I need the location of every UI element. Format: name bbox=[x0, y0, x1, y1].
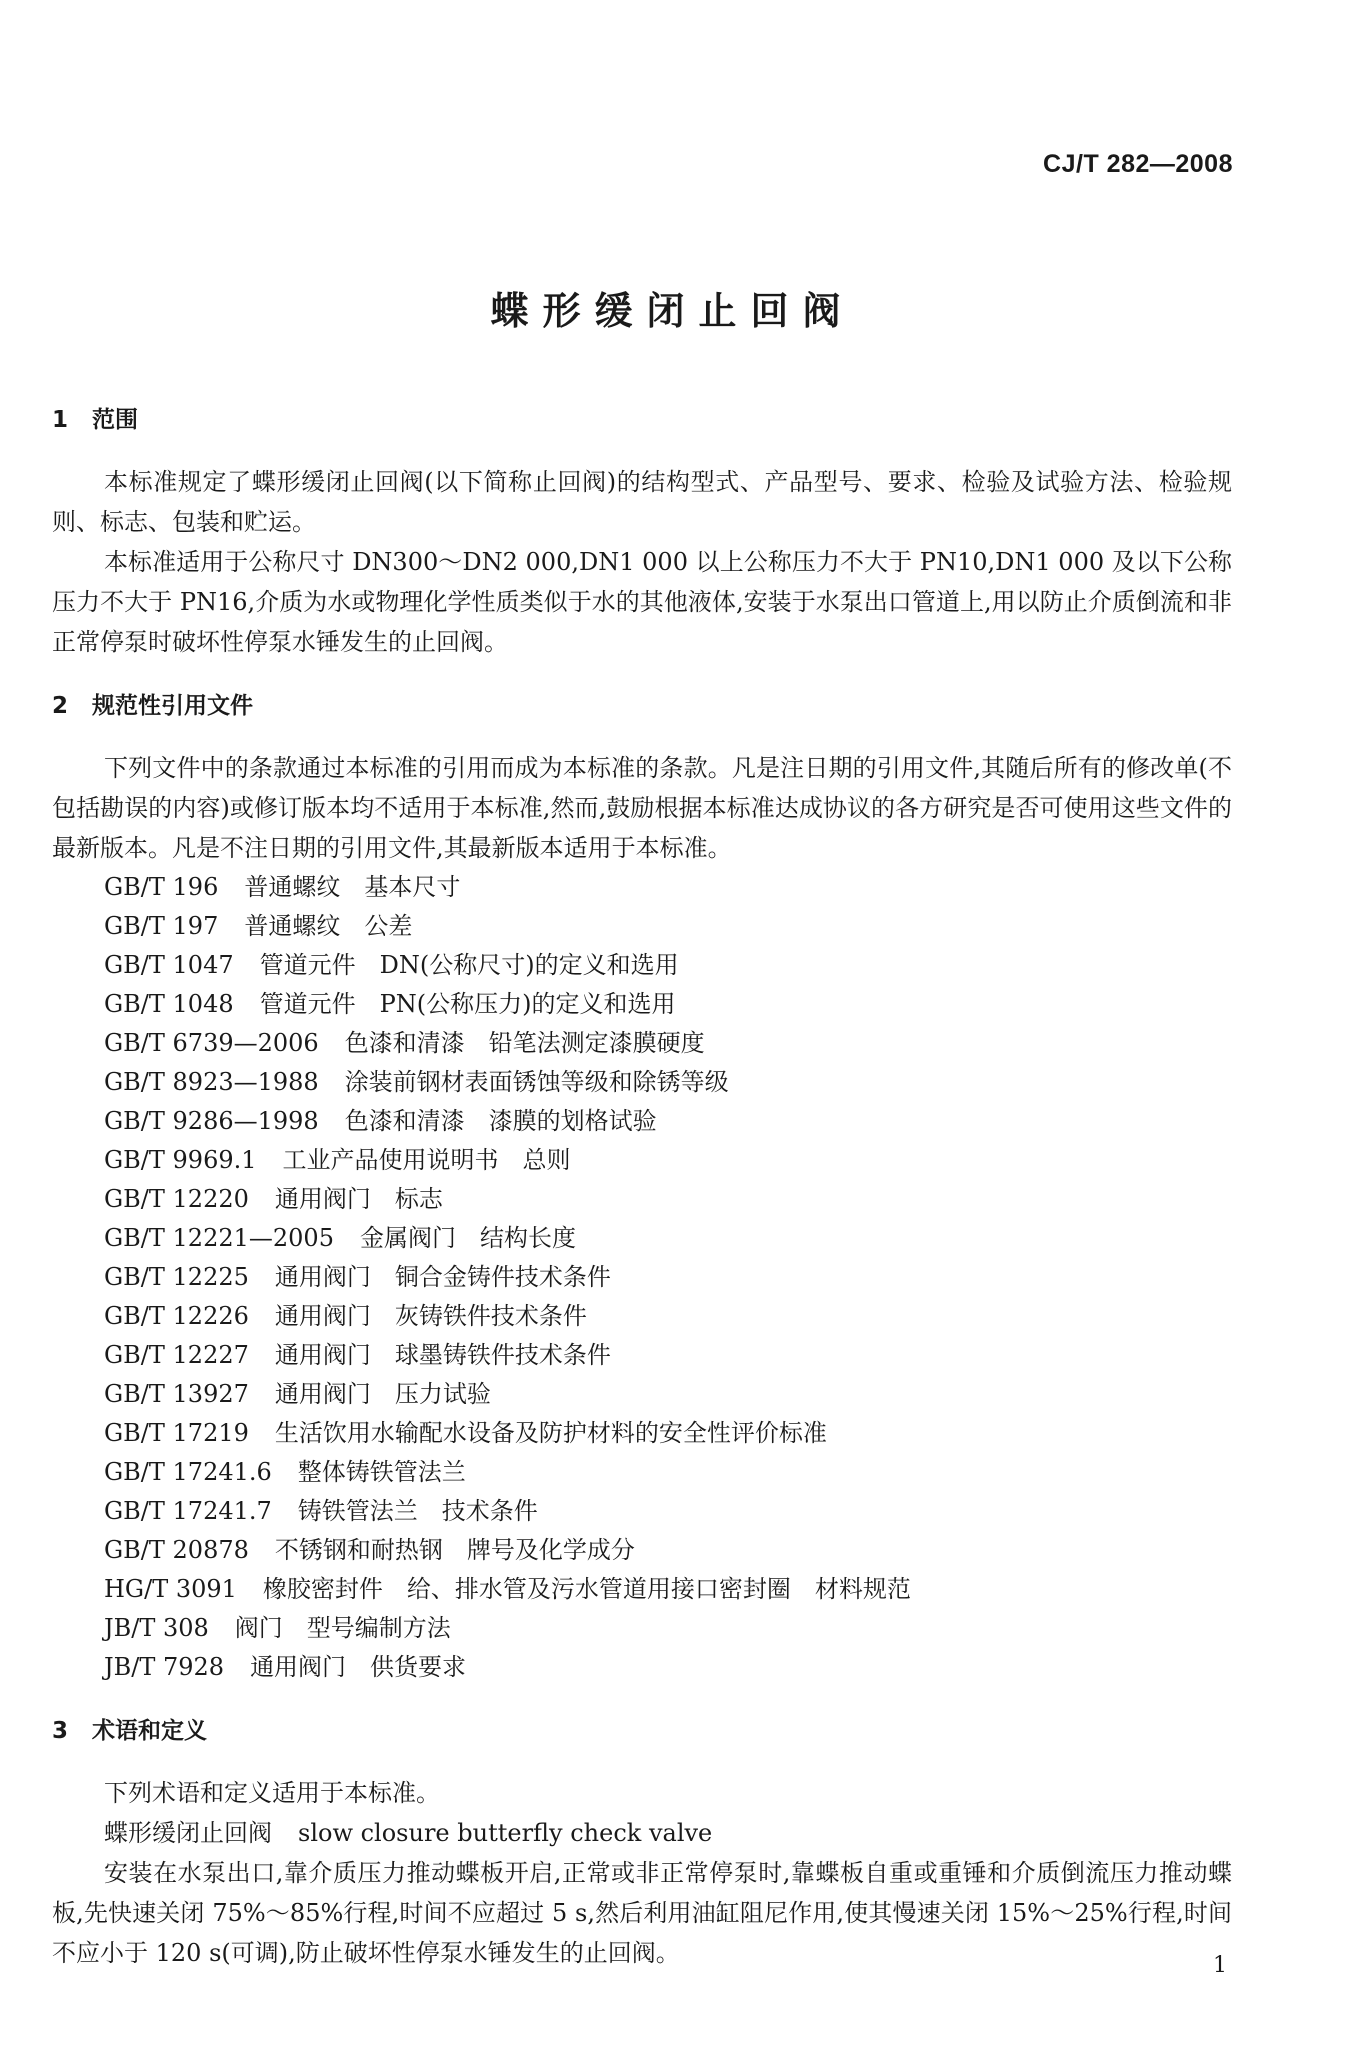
reference-item bbox=[52, 1102, 1232, 1141]
reference-code: GB/T 17241.7 bbox=[104, 1497, 272, 1525]
reference-title: 通用阀门 灰铸铁件技术条件 bbox=[274, 1302, 587, 1330]
reference-code: GB/T 17241.6 bbox=[104, 1458, 272, 1486]
reference-title: 通用阀门 铜合金铸件技术条件 bbox=[274, 1263, 611, 1291]
section-title: 范围 bbox=[92, 407, 138, 433]
reference-item bbox=[52, 1258, 1232, 1297]
document-body bbox=[52, 400, 1232, 1973]
reference-item bbox=[52, 1492, 1232, 1531]
reference-item bbox=[52, 1375, 1232, 1414]
reference-code: GB/T 17219 bbox=[104, 1419, 249, 1447]
document-title: 蝶形缓闭止回阀 bbox=[490, 289, 855, 333]
paragraph: 本标准规定了蝶形缓闭止回阀(以下简称止回阀)的结构型式、产品型号、要求、检验及试验方法、检验规则、标志、包装和贮运。 bbox=[52, 468, 1232, 536]
reference-item bbox=[52, 946, 1232, 985]
reference-code: GB/T 197 bbox=[104, 912, 219, 940]
reference-item bbox=[52, 1531, 1232, 1570]
section-title: 规范性引用文件 bbox=[92, 693, 253, 719]
reference-code: GB/T 12221—2005 bbox=[104, 1224, 334, 1252]
reference-title: 色漆和清漆 漆膜的划格试验 bbox=[344, 1107, 657, 1135]
reference-title: 通用阀门 标志 bbox=[274, 1185, 443, 1213]
reference-title: 金属阀门 结构长度 bbox=[359, 1224, 576, 1252]
term-chinese: 蝶形缓闭止回阀 bbox=[104, 1819, 272, 1847]
section-title: 术语和定义 bbox=[92, 1718, 207, 1744]
reference-title: 整体铸铁管法兰 bbox=[297, 1458, 466, 1486]
reference-item bbox=[52, 985, 1232, 1024]
reference-code: GB/T 6739—2006 bbox=[104, 1029, 319, 1057]
reference-title: 阀门 型号编制方法 bbox=[234, 1614, 451, 1642]
reference-item bbox=[52, 1336, 1232, 1375]
reference-title: 普通螺纹 基本尺寸 bbox=[244, 873, 461, 901]
reference-item bbox=[52, 1024, 1232, 1063]
section-number: 2 bbox=[52, 693, 69, 719]
term-definition: 安装在水泵出口,靠介质压力推动蝶板开启,正常或非正常停泵时,靠蝶板自重或重锤和介质倒流压力推动蝶板,先快速关闭 75%～85%行程,时间不应超过 5 s,然后利用油缸阻尼作用,使其慢速关闭 15%～25%行程,时间不应小于 120 s(可调),防止破坏性停泵水锤发生的止回阀。 bbox=[52, 1859, 1232, 1967]
reference-code: GB/T 13927 bbox=[104, 1380, 249, 1408]
reference-code: GB/T 1048 bbox=[104, 990, 234, 1018]
reference-item bbox=[52, 1609, 1232, 1648]
page-number: 1 bbox=[1213, 1953, 1227, 1978]
section-number: 3 bbox=[52, 1718, 69, 1744]
reference-code: GB/T 12220 bbox=[104, 1185, 249, 1213]
reference-item bbox=[52, 907, 1232, 946]
reference-item bbox=[52, 1648, 1232, 1687]
reference-code: JB/T 308 bbox=[104, 1614, 209, 1642]
reference-title: 通用阀门 球墨铸铁件技术条件 bbox=[274, 1341, 611, 1369]
reference-list bbox=[52, 868, 1232, 1687]
reference-item bbox=[52, 868, 1232, 907]
reference-code: GB/T 20878 bbox=[104, 1536, 249, 1564]
section-heading-terms bbox=[52, 1711, 1232, 1751]
reference-code: GB/T 12225 bbox=[104, 1263, 249, 1291]
reference-title: 铸铁管法兰 技术条件 bbox=[297, 1497, 538, 1525]
reference-title: 通用阀门 压力试验 bbox=[274, 1380, 491, 1408]
reference-item bbox=[52, 1453, 1232, 1492]
reference-title: 通用阀门 供货要求 bbox=[250, 1653, 467, 1681]
reference-code: GB/T 12227 bbox=[104, 1341, 249, 1369]
reference-title: 生活饮用水输配水设备及防护材料的安全性评价标准 bbox=[274, 1419, 827, 1447]
reference-title: 管道元件 PN(公称压力)的定义和选用 bbox=[259, 990, 676, 1018]
reference-title: 橡胶密封件 给、排水管及污水管道用接口密封圈 材料规范 bbox=[262, 1575, 911, 1603]
reference-code: JB/T 7928 bbox=[104, 1653, 225, 1681]
section-heading-normative-references bbox=[52, 686, 1232, 726]
reference-title: 普通螺纹 公差 bbox=[244, 912, 413, 940]
reference-code: GB/T 9286—1998 bbox=[104, 1107, 319, 1135]
reference-code: GB/T 12226 bbox=[104, 1302, 249, 1330]
reference-code: GB/T 8923—1988 bbox=[104, 1068, 319, 1096]
reference-item bbox=[52, 1570, 1232, 1609]
reference-item bbox=[52, 1219, 1232, 1258]
paragraph: 下列文件中的条款通过本标准的引用而成为本标准的条款。凡是注日期的引用文件,其随后所有的修改单(不包括勘误的内容)或修订版本均不适用于本标准,然而,鼓励根据本标准达成协议的各方研究是否可使用这些文件的最新版本。凡是不注日期的引用文件,其最新版本适用于本标准。 bbox=[52, 754, 1232, 862]
reference-title: 涂装前钢材表面锈蚀等级和除锈等级 bbox=[344, 1068, 729, 1096]
reference-code: GB/T 196 bbox=[104, 873, 219, 901]
paragraph: 下列术语和定义适用于本标准。 bbox=[104, 1779, 440, 1807]
term-english: slow closure butterfly check valve bbox=[298, 1819, 713, 1847]
section-heading-scope bbox=[52, 400, 1232, 440]
reference-item bbox=[52, 1180, 1232, 1219]
reference-title: 不锈钢和耐热钢 牌号及化学成分 bbox=[274, 1536, 635, 1564]
paragraph: 本标准适用于公称尺寸 DN300～DN2 000,DN1 000 以上公称压力不大于 PN10,DN1 000 及以下公称压力不大于 PN16,介质为水或物理化学性质类似于水的其他液体,安装于水泵出口管道上,用以防止介质倒流和非正常停泵时破坏性停泵水锤发生的止回阀。 bbox=[52, 548, 1232, 656]
reference-code: GB/T 9969.1 bbox=[104, 1146, 257, 1174]
reference-item bbox=[52, 1063, 1232, 1102]
reference-item bbox=[52, 1141, 1232, 1180]
reference-item bbox=[52, 1414, 1232, 1453]
reference-title: 色漆和清漆 铅笔法测定漆膜硬度 bbox=[344, 1029, 705, 1057]
section-number: 1 bbox=[52, 407, 69, 433]
reference-title: 管道元件 DN(公称尺寸)的定义和选用 bbox=[259, 951, 679, 979]
reference-code: HG/T 3091 bbox=[104, 1575, 237, 1603]
reference-code: GB/T 1047 bbox=[104, 951, 234, 979]
reference-item bbox=[52, 1297, 1232, 1336]
reference-title: 工业产品使用说明书 总则 bbox=[282, 1146, 571, 1174]
standard-code: CJ/T 282—2008 bbox=[1043, 150, 1233, 178]
term-entry bbox=[52, 1813, 1232, 1853]
